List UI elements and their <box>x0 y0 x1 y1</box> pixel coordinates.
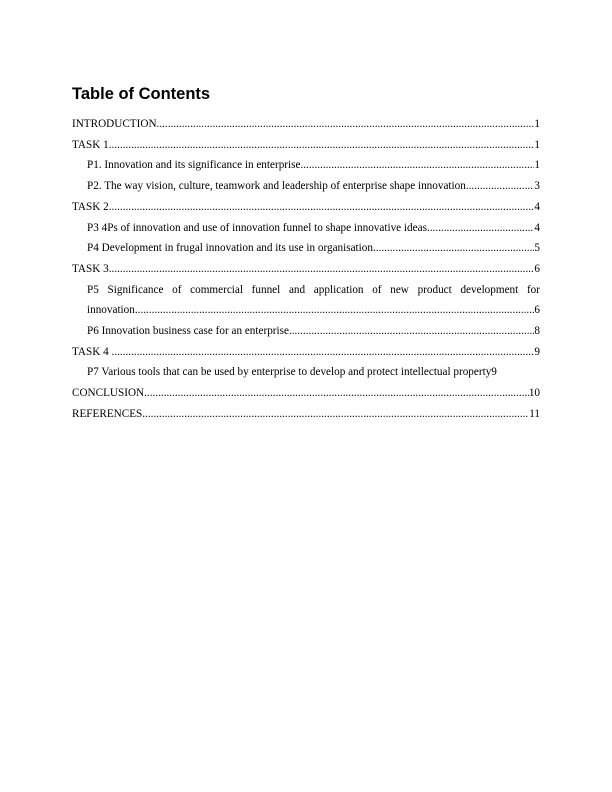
toc-dot-leader <box>142 404 529 425</box>
toc-dot-leader <box>466 176 535 197</box>
toc-dot-leader <box>289 321 534 342</box>
toc-page-number: 1 <box>534 138 540 151</box>
toc-page-number: 1 <box>534 159 540 172</box>
toc-dot-leader <box>109 259 535 280</box>
toc-page-number: 5 <box>534 242 540 255</box>
toc-dot-leader <box>109 135 535 156</box>
toc-page-number: 9 <box>491 366 497 379</box>
toc-entry-label: TASK 3 <box>72 262 109 275</box>
toc-page-number: 8 <box>534 325 540 338</box>
toc-dot-leader <box>373 238 534 259</box>
toc-entry-conclusion[interactable] <box>72 383 540 404</box>
toc-dot-leader <box>109 197 535 218</box>
toc-title: Table of Contents <box>72 85 211 103</box>
toc-entry-label: TASK 1 <box>72 138 109 151</box>
toc-list <box>72 114 540 425</box>
toc-entry-label: P6 Innovation business case for an enterprise <box>87 325 289 338</box>
toc-entry-label: P2. The way vision, culture, teamwork and leadership of enterprise shape innovation <box>87 180 466 193</box>
toc-page-number: 6 <box>534 262 540 275</box>
toc-entry-task-3[interactable] <box>72 259 540 280</box>
toc-dot-leader <box>427 218 534 239</box>
toc-entry-label: P3 4Ps of innovation and use of innovation funnel to shape innovative ideas <box>87 221 427 234</box>
toc-entry-label: REFERENCES <box>72 407 143 420</box>
toc-entry-p2[interactable] <box>72 176 540 197</box>
toc-entry-p4[interactable] <box>72 238 540 259</box>
toc-page-number: 6 <box>534 304 540 317</box>
toc-entry-label: TASK 4 <box>72 345 112 358</box>
toc-page-number: 4 <box>534 200 540 213</box>
toc-entry-label: P4 Development in frugal innovation and its use in organisation <box>87 242 373 255</box>
toc-entry-label: P5 Significance of commercial funnel and application of new product development for <box>87 283 540 296</box>
toc-entry-p3[interactable] <box>72 218 540 239</box>
toc-entry-label: TASK 2 <box>72 200 109 213</box>
toc-entry-label: P1. Innovation and its significance in enterprise <box>87 159 301 172</box>
toc-entry-label: CONCLUSION <box>72 387 145 400</box>
toc-entry-introduction[interactable] <box>72 114 540 135</box>
toc-page-number: 1 <box>534 118 540 130</box>
toc-entry-p7[interactable] <box>72 362 540 383</box>
toc-page-number: 10 <box>528 387 540 400</box>
toc-entry-task-1[interactable] <box>72 135 540 156</box>
toc-entry-p1[interactable] <box>72 155 540 176</box>
toc-page-number: 3 <box>534 180 540 193</box>
toc-dot-leader <box>135 300 535 321</box>
toc-entry-label: innovation <box>87 304 135 317</box>
toc-entry-label: P7 Various tools that can be used by enterprise to develop and protect intellectual property <box>87 366 492 379</box>
toc-entry-task-2[interactable] <box>72 197 540 218</box>
toc-page-number: 11 <box>529 407 540 420</box>
toc-dot-leader <box>157 114 535 135</box>
toc-page-number: 9 <box>534 345 540 358</box>
toc-entry-p6[interactable] <box>72 321 540 342</box>
toc-entry-references[interactable] <box>72 404 540 425</box>
toc-page-number: 4 <box>534 221 540 234</box>
toc-entry-p5-line-1[interactable] <box>72 280 540 301</box>
toc-dot-leader <box>300 155 534 176</box>
toc-entry-task-4[interactable] <box>72 342 540 363</box>
toc-dot-leader <box>112 342 535 363</box>
toc-entry-label: INTRODUCTION <box>72 118 157 130</box>
toc-entry-p5-line-2[interactable] <box>72 300 540 321</box>
toc-dot-leader <box>144 383 529 404</box>
